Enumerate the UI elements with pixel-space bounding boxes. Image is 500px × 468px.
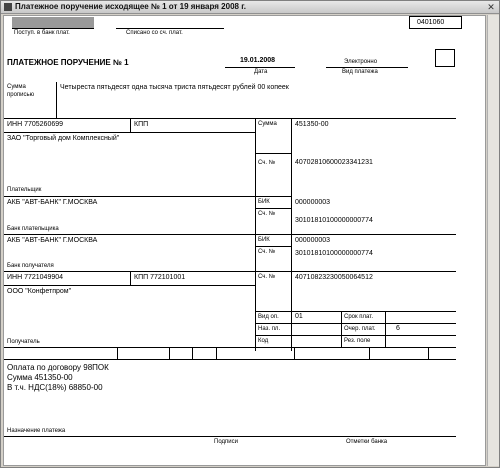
payee-bank-account: 30101810100000000774 bbox=[295, 250, 373, 257]
priority-label: Очер. плат. bbox=[344, 326, 376, 332]
payment-type-label: Вид платежа bbox=[342, 69, 378, 75]
bank-marks-label: Отметки банка bbox=[346, 439, 388, 445]
payee-account: 40710823230050064512 bbox=[295, 274, 373, 281]
payer-account-label: Сч. № bbox=[258, 160, 276, 166]
amount-words-label-2: прописью bbox=[7, 92, 35, 98]
payee-account-label: Сч. № bbox=[258, 274, 276, 280]
payee-bank-label: Банк получателя bbox=[7, 263, 54, 269]
payer-bank-bik: 000000003 bbox=[295, 199, 331, 206]
payee-name: ООО "Конфетпром" bbox=[7, 288, 72, 295]
payee-kpp: КПП 772101001 bbox=[134, 274, 186, 281]
payee-bank-name: АКБ "АВТ-БАНК" Г.МОСКВА bbox=[7, 237, 98, 244]
date-label: Дата bbox=[254, 69, 268, 75]
payer-label: Плательщик bbox=[7, 187, 42, 193]
payee-label: Получатель bbox=[7, 339, 40, 345]
deadline-label: Срок плат. bbox=[344, 314, 374, 320]
payer-kpp: КПП bbox=[134, 121, 149, 128]
document-icon bbox=[4, 3, 12, 11]
priority: 6 bbox=[396, 325, 400, 332]
payer-bank-name: АКБ "АВТ-БАНК" Г.МОСКВА bbox=[7, 199, 98, 206]
payer-bank-account-label: Сч. № bbox=[258, 211, 276, 217]
window-title: Платежное поручение исходящее № 1 от 19 января 2008 г. bbox=[15, 2, 246, 11]
purpose-line-2: Сумма 451350-00 bbox=[7, 373, 73, 382]
purpose-line-3: В т.ч. НДС(18%) 68850-00 bbox=[7, 383, 103, 392]
amount-words-label-1: Сумма bbox=[7, 84, 26, 90]
op-type: 01 bbox=[295, 313, 303, 320]
purpose-label: Назначение платежа bbox=[7, 428, 66, 434]
payee-bank-account-label: Сч. № bbox=[258, 249, 276, 255]
purpose-line-1: Оплата по договору 98ПОК bbox=[7, 363, 109, 372]
reserve-label: Рез. поле bbox=[344, 338, 371, 344]
payee-bank-bik: 000000003 bbox=[295, 237, 331, 244]
payment-order-form bbox=[3, 15, 486, 466]
close-icon[interactable]: ✕ bbox=[487, 2, 495, 12]
payee-bank-bik-label: БИК bbox=[258, 237, 270, 243]
payee-inn: ИНН 7721049904 bbox=[7, 274, 64, 281]
vertical-scrollbar[interactable] bbox=[487, 15, 499, 466]
payer-amount-label: Сумма bbox=[258, 121, 277, 127]
signatures-label: Подписи bbox=[214, 439, 238, 445]
form-code: 0401060 bbox=[417, 19, 445, 26]
title-bar[interactable] bbox=[1, 1, 499, 14]
payer-name: ЗАО "Торговый дом Комплексный" bbox=[7, 135, 120, 142]
order-title: ПЛАТЕЖНОЕ ПОРУЧЕНИЕ № 1 bbox=[7, 58, 129, 67]
payer-inn: ИНН 7705260699 bbox=[7, 121, 64, 128]
received-date-shaded bbox=[12, 17, 94, 28]
order-date: 19.01.2008 bbox=[240, 57, 276, 64]
debited-label: Списано со сч. плат. bbox=[126, 30, 183, 36]
payer-account: 40702810600023341231 bbox=[295, 159, 373, 166]
amount-words-value: Четыреста пятьдесят одна тысяча триста пятьдесят рублей 00 копеек bbox=[60, 84, 289, 91]
code-label: Код bbox=[258, 338, 269, 344]
payer-amount: 451350-00 bbox=[295, 121, 329, 128]
purpose-code-label: Наз. пл. bbox=[258, 326, 281, 332]
payer-bank-label: Банк плательщика bbox=[7, 226, 59, 232]
op-type-label: Вид оп. bbox=[258, 314, 279, 320]
payment-type-box bbox=[435, 49, 455, 67]
payment-type: Электронно bbox=[344, 59, 378, 65]
payer-bank-bik-label: БИК bbox=[258, 199, 270, 205]
received-label: Поступ. в банк плат. bbox=[14, 30, 70, 36]
payer-bank-account: 30101810100000000774 bbox=[295, 217, 373, 224]
